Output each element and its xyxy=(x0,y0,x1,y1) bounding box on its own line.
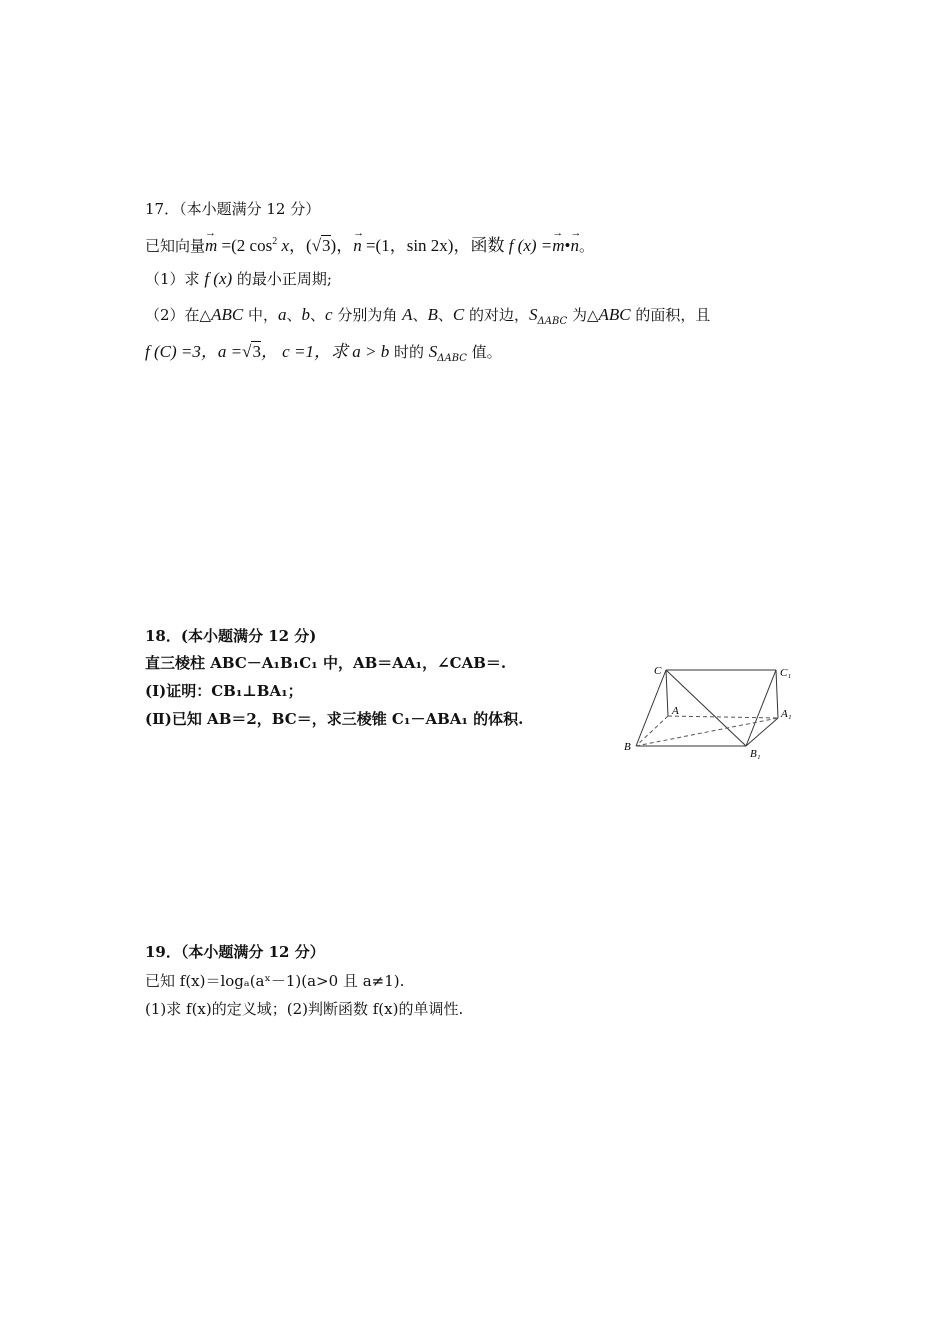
q17-number: 17． xyxy=(145,200,180,218)
q17-part2-cont: f (C) =3，a =√3， c =1，求 a > b 时的 $S_{\Delta ABC}$ 值。 xyxy=(145,342,502,364)
vector-n: → n xyxy=(353,235,362,257)
label-C: C xyxy=(654,665,662,677)
q18-part1: (Ⅰ)证明：CB₁⊥BA₁； xyxy=(145,682,303,700)
label-C1: C₁ xyxy=(780,667,792,679)
q18-part2: (Ⅱ)已知 AB＝2，BC＝，求三棱锥 C₁－ABA₁ 的体积. xyxy=(145,710,524,728)
label-B: B xyxy=(624,741,631,753)
q17-statement: 已知向量→ m =(2 $\cos^2 x$，(√3)，→ n =(1，sin 2x)，函数 f (x) =→ m•→ n。 xyxy=(145,231,594,257)
q19-parts: (1)求 f(x)的定义域；(2)判断函数 f(x)的单调性. xyxy=(145,1000,464,1018)
vector-m: → m xyxy=(205,235,217,257)
label-A1: A₁ xyxy=(781,708,792,720)
q17-title xyxy=(145,198,320,220)
q19-title: 19．（本小题满分 12 分） xyxy=(145,943,325,961)
q17-header: （本小题满分 12 分） xyxy=(179,200,321,218)
label-A: A xyxy=(672,705,679,717)
q19-statement: 已知 f(x)＝logₐ(aˣ－1)(a>0 且 a≠1). xyxy=(145,972,405,990)
q18-statement: 直三棱柱 ABC－A₁B₁C₁ 中，AB＝AA₁，∠CAB＝. xyxy=(145,654,507,672)
q18-title: 18．(本小题满分 12 分) xyxy=(145,627,317,645)
prism-figure xyxy=(620,658,820,768)
q17-part1: （1）求 f (x) 的最小正周期; xyxy=(145,269,332,288)
label-B1: B₁ xyxy=(750,748,761,760)
q17-part2: （2）在△ABC 中，a、b、c 分别为角 A、B、C 的对边，$S_{\Delta ABC}$ 为△ABC 的面积，且 xyxy=(145,305,711,327)
